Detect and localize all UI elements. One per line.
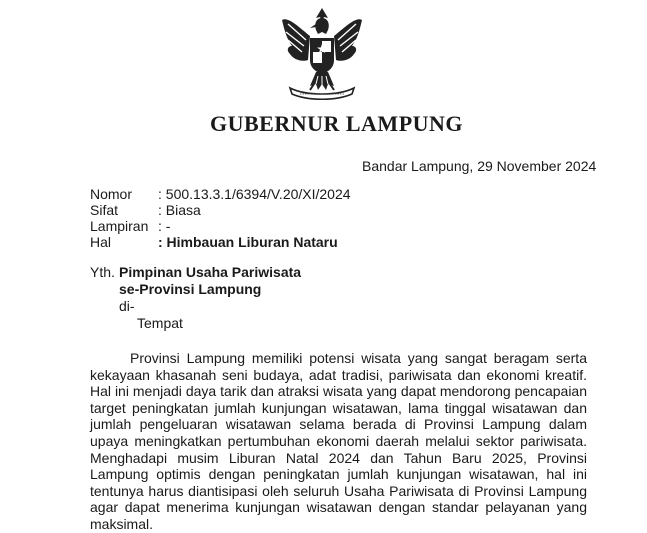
body-paragraph: Provinsi Lampung memiliki potensi wisata yang sangat beragam serta kekayaan khasanah seni budaya, adat tradisi, pariwisata dan ekonomi kreatif. Hal ini menjadi daya tarik dan atraksi wisata yang dapat mendorong pencapaian target peningkatan jumlah kunjungan wisatawan, lama tinggal wisatawan dan jumlah pengeluaran wisatawan selama berada di Provinsi Lampung dalam upaya meningkatkan pertumbuhan ekonomi daerah melalui sektor pariwisata. Menghadapi musim Liburan Natal 2024 dan Tahun Baru 2025, Provinsi Lampung optimis dengan peningkatan jumlah kunjungan wisatawan, hal ini tentunya harus diantisipasi oleh seluruh Usaha Pariwisata di Provinsi Lampung agar dapat menerima kunjungan wisatawan dengan standar pelayanan yang maksimal. (90, 350, 587, 532)
meta-label: Hal (90, 234, 112, 250)
meta-label: Nomor (90, 186, 133, 202)
addressee-line-1: Pimpinan Usaha Pariwisata (119, 264, 302, 280)
meta-hal (90, 234, 338, 250)
letter-date: Bandar Lampung, 29 November 2024 (362, 158, 597, 174)
addressee-line-2: se-Provinsi Lampung (119, 281, 262, 297)
meta-label: Lampiran (90, 218, 149, 234)
meta-label: Sifat (90, 202, 119, 218)
meta-lampiran (90, 218, 170, 234)
addressee-line-3: di- (119, 298, 135, 314)
meta-value: : Himbauan Liburan Nataru (158, 234, 338, 250)
meta-value: : Biasa (158, 202, 201, 218)
meta-value: : - (158, 218, 171, 234)
addressee-line-4: Tempat (137, 315, 183, 331)
garuda-emblem-icon (276, 6, 368, 102)
meta-value: : 500.13.3.1/6394/V.20/XI/2024 (158, 186, 351, 202)
letter-body (90, 350, 587, 533)
addressee-prefix: Yth. (90, 264, 115, 280)
meta-nomor (90, 186, 351, 202)
meta-sifat (90, 202, 201, 218)
org-title: GUBERNUR LAMPUNG (209, 111, 464, 136)
